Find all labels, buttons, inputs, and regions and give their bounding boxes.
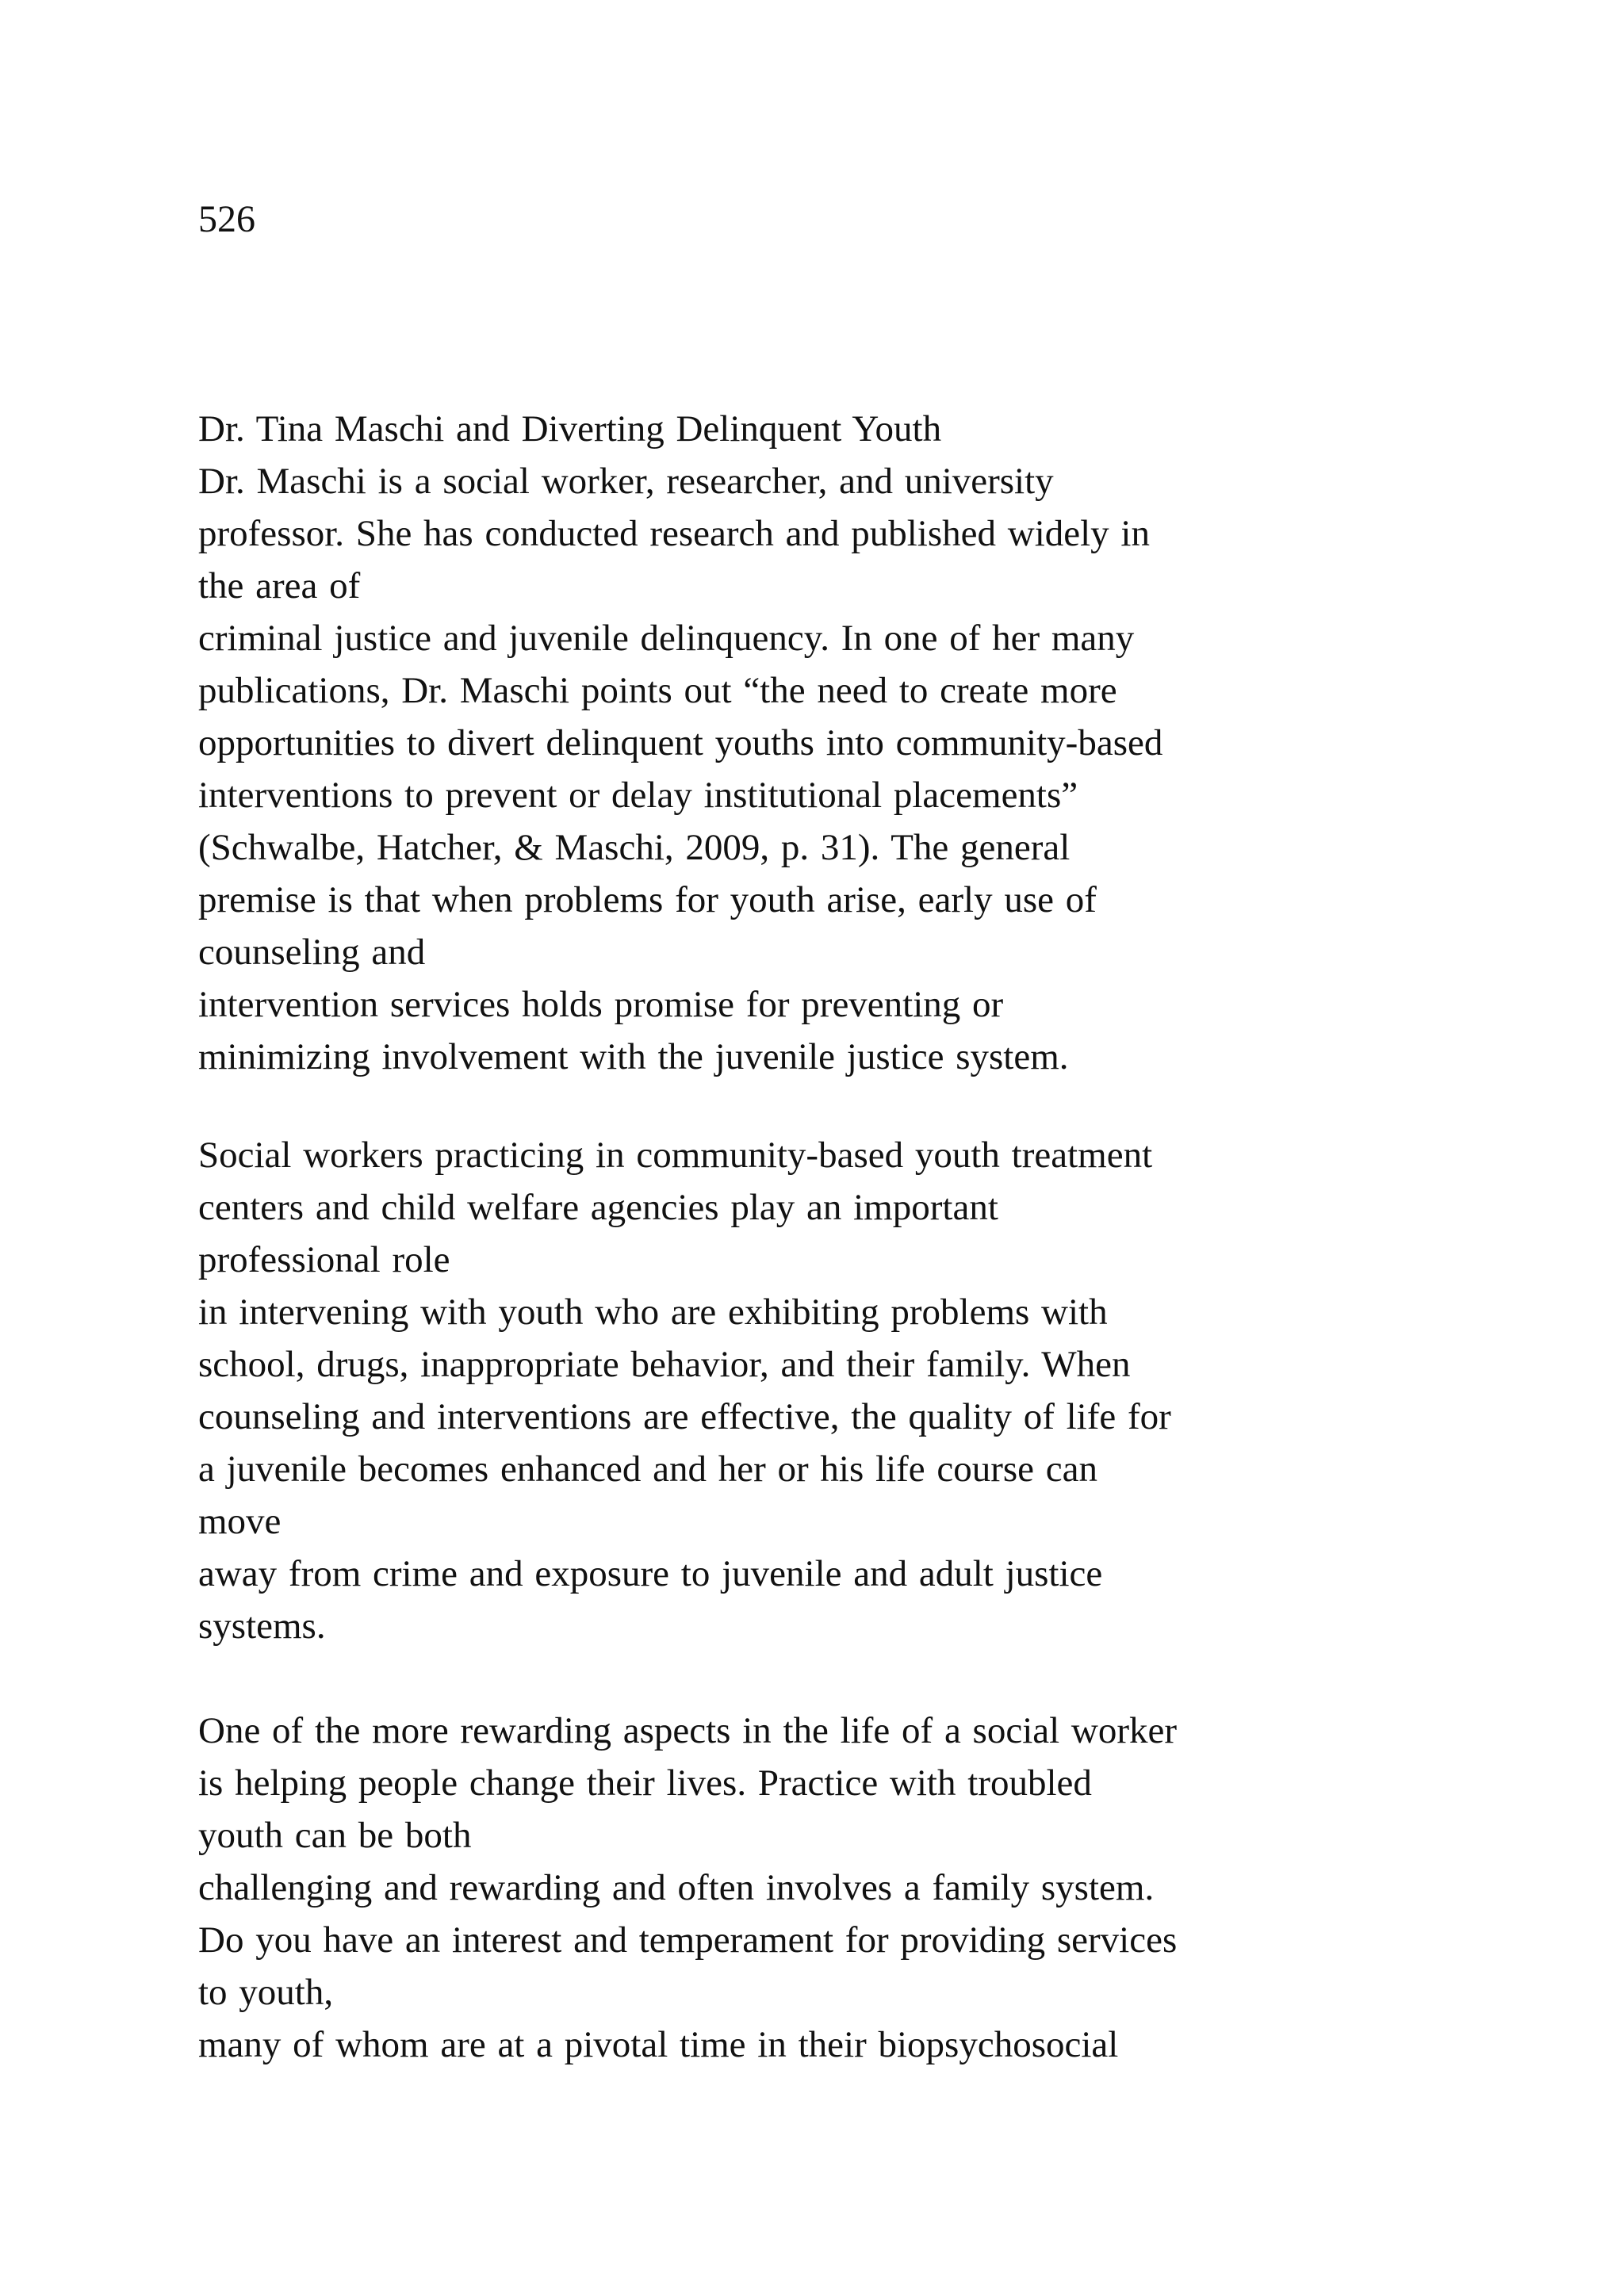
text-line: minimizing involvement with the juvenile justice system. [198,1036,1069,1077]
text-line: centers and child welfare agencies play an important [198,1187,998,1228]
paragraph-rewarding-aspects [198,1705,1546,2071]
text-line: opportunities to divert delinquent youths into community-based [198,722,1163,763]
text-line: Dr. Maschi is a social worker, researcher, and university [198,461,1054,502]
text-line: publications, Dr. Maschi points out “the need to create more [198,670,1117,711]
text-line: a juvenile becomes enhanced and her or his life course can [198,1448,1098,1490]
text-line: the area of [198,565,361,607]
text-line: many of whom are at a pivotal time in their biopsychosocial [198,2024,1119,2065]
page-number: 526 [198,198,255,240]
text-line: Social workers practicing in community-based youth treatment [198,1135,1153,1176]
text-line: in intervening with youth who are exhibiting problems with [198,1292,1108,1333]
text-line: systems. [198,1605,326,1647]
text-line: Do you have an interest and temperament for providing services [198,1919,1178,1961]
text-line: professional role [198,1239,450,1280]
text-line: premise is that when problems for youth arise, early use of [198,879,1097,920]
text-line: professor. She has conducted research and published widely in [198,513,1150,554]
text-line: counseling and [198,932,426,973]
text-line: challenging and rewarding and often involves a family system. [198,1867,1155,1908]
paragraph-maschi-intro [198,403,1546,1083]
text-line: away from crime and exposure to juvenile and adult justice [198,1553,1103,1594]
text-line: intervention services holds promise for preventing or [198,984,1004,1025]
paragraph-social-workers [198,1129,1546,1652]
text-line: One of the more rewarding aspects in the life of a social worker [198,1710,1178,1751]
text-line: (Schwalbe, Hatcher, & Maschi, 2009, p. 31). The general [198,827,1071,868]
text-line: is helping people change their lives. Practice with troubled [198,1762,1092,1804]
text-line: youth can be both [198,1815,472,1856]
section-heading: Dr. Tina Maschi and Diverting Delinquent Youth [198,408,942,450]
text-line: criminal justice and juvenile delinquency. In one of her many [198,618,1135,659]
text-line: interventions to prevent or delay institutional placements” [198,775,1078,816]
text-line: school, drugs, inappropriate behavior, and their family. When [198,1344,1131,1385]
text-line: move [198,1501,282,1542]
text-line: counseling and interventions are effective, the quality of life for [198,1396,1171,1437]
text-line: to youth, [198,1972,334,2013]
